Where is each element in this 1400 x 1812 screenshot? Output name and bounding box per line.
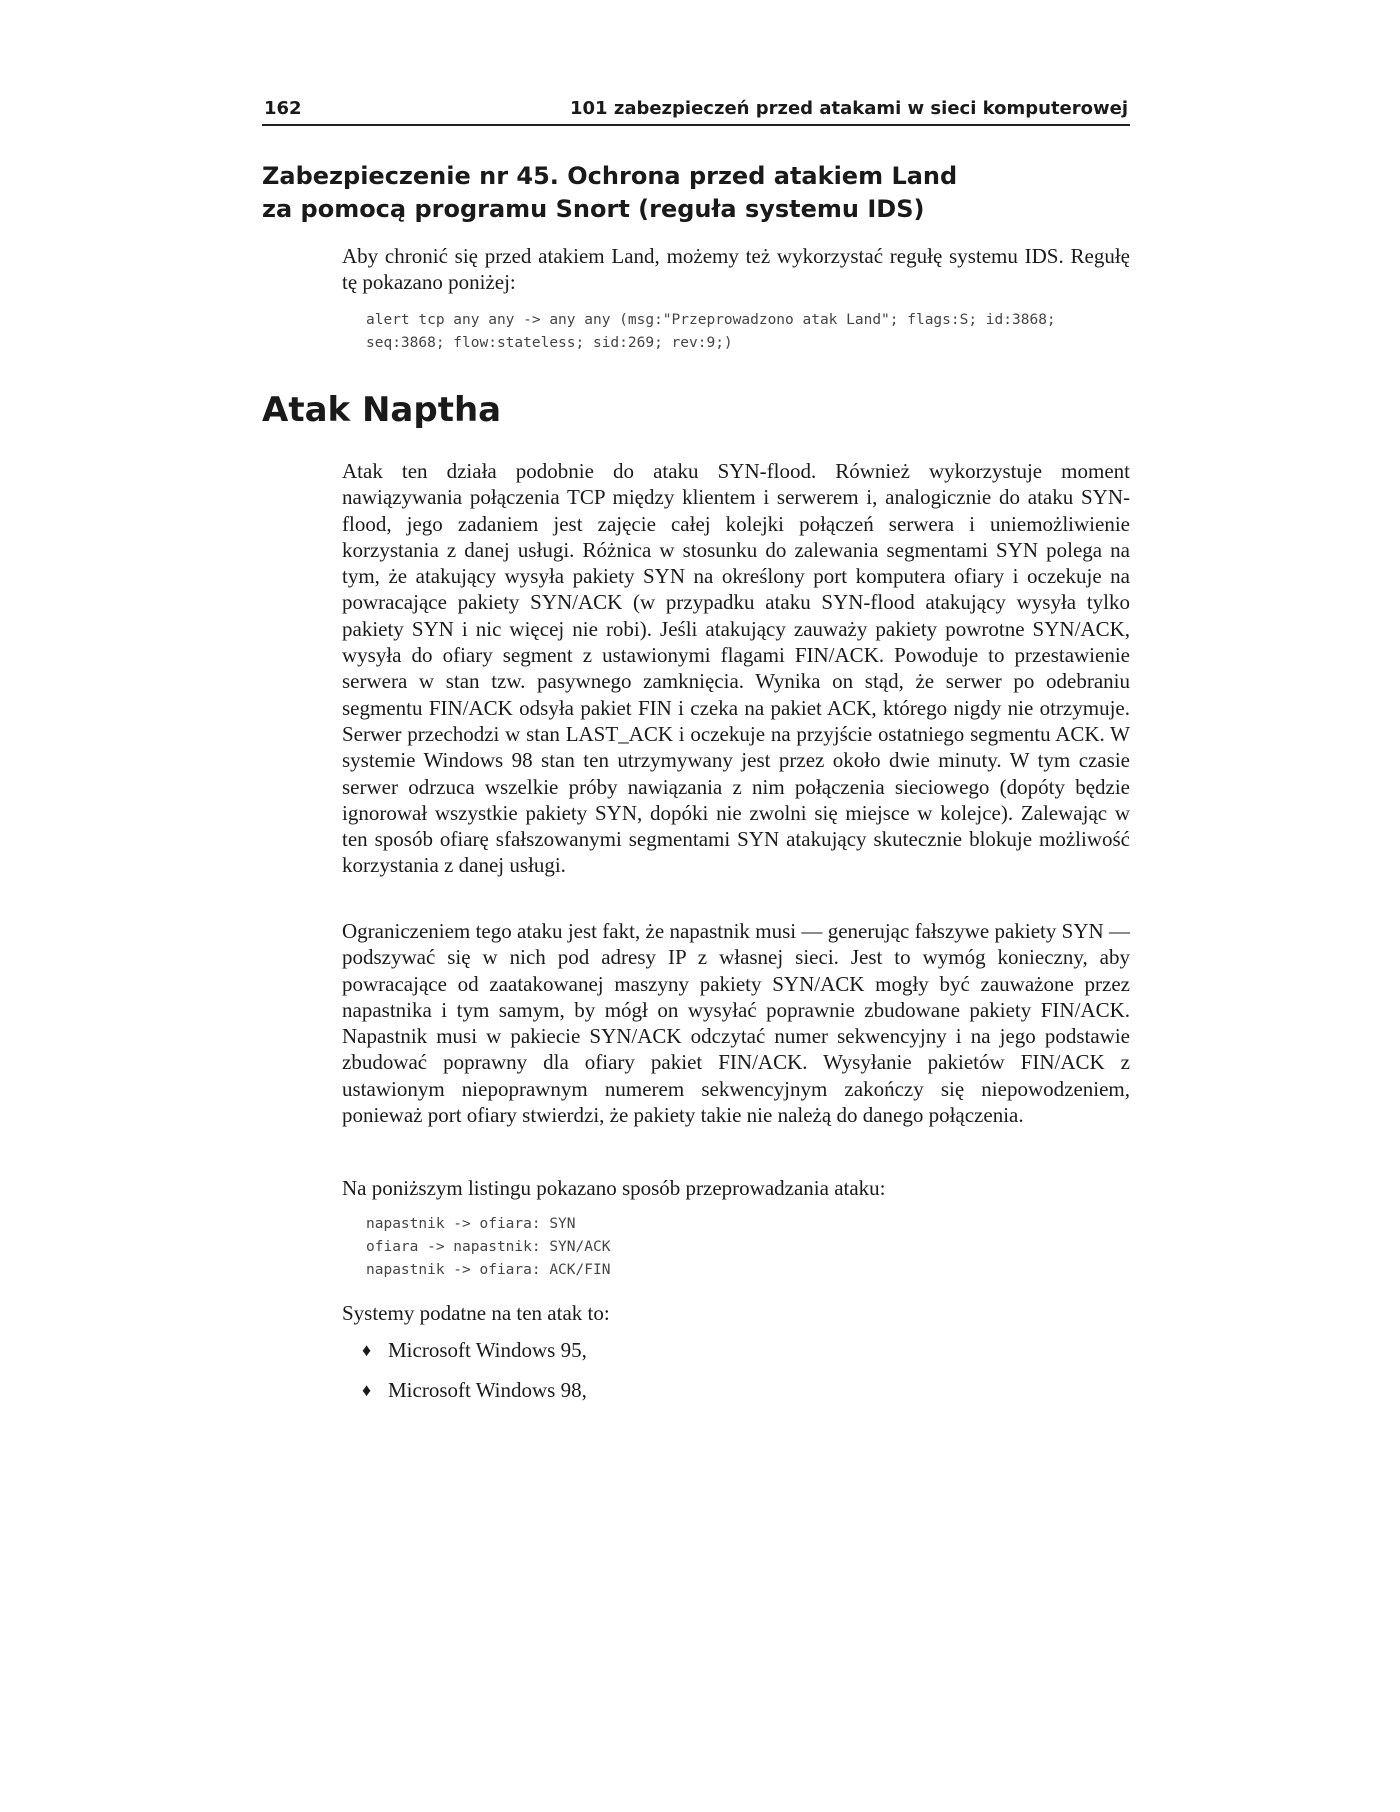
list-item-text: Microsoft Windows 95, [388, 1338, 587, 1362]
book-title: 101 zabezpieczeń przed atakami w sieci komputerowej [570, 98, 1128, 119]
code-line: alert tcp any any -> any any (msg:"Przeprowadzono atak Land"; flags:S; id:3868; [366, 312, 1056, 328]
ids-rule-code [366, 309, 1056, 355]
vulnerable-systems-list [362, 1337, 587, 1417]
listing-line: ofiara -> napastnik: SYN/ACK [366, 1239, 611, 1255]
diamond-bullet-icon: ♦ [362, 1340, 372, 1360]
section-intro-paragraph: Aby chronić się przed atakiem Land, możemy też wykorzystać regułę systemu IDS. Regułę tę pokazano poniżej: [342, 244, 1130, 295]
section-heading [262, 160, 962, 226]
listing-line: napastnik -> ofiara: ACK/FIN [366, 1262, 611, 1278]
list-item-text: Microsoft Windows 98, [388, 1378, 587, 1402]
list-item [362, 1377, 587, 1417]
running-header [262, 96, 1130, 126]
code-line: seq:3868; flow:stateless; sid:269; rev:9;) [366, 335, 733, 351]
paragraph-naptha-limitations: Ograniczeniem tego ataku jest fakt, że napastnik musi — generując fałszywe pakiety SYN — podszywać się w nich pod adresy IP z własnej sieci. Jest to wymóg konieczny, aby powracające od zaatakowanej maszyny pakiety SYN/ACK mogły być zauważone przez napastnika i tym samym, by mógł on wysyłać poprawnie zbudowane pakiety FIN/ACK. Napastnik musi w pakiecie SYN/ACK odczytać numer sekwencyjny i na jego podstawie zbudować poprawny dla ofiary pakiet FIN/ACK. Wysyłanie pakietów FIN/ACK z ustawionym niepoprawnym numerem sekwencyjnym zakończy się niepowodzeniem, ponieważ port ofiary stwierdzi, że pakiety takie nie należą do danego połączenia. [342, 919, 1130, 1128]
section-heading-line-2: za pomocą programu Snort (reguła systemu IDS) [262, 195, 925, 223]
paragraph-naptha-description: Atak ten działa podobnie do ataku SYN-flood. Również wykorzystuje moment nawiązywania połączenia TCP między klientem i serwerem i, analogicznie do ataku SYN-flood, jego zadaniem jest zajęcie całej kolejki połączeń serwera i uniemożliwienie korzystania z danej usługi. Różnica w stosunku do zalewania segmentami SYN polega na tym, że atakujący wysyła pakiety SYN na określony port komputera ofiary i oczekuje na powracające pakiety SYN/ACK (w przypadku ataku SYN-flood atakujący wysyła tylko pakiety SYN i nic więcej nie robi). Jeśli atakujący zauważy pakiety powrotne SYN/ACK, wysyła do ofiary segment z ustawionymi flagami FIN/ACK. Powoduje to przestawienie serwera w stan tzw. pasywnego zamknięcia. Wynika on stąd, że serwer po odebraniu segmentu FIN/ACK odsyła pakiet FIN i czeka na pakiet ACK, którego nigdy nie otrzymuje. Serwer przechodzi w stan LAST_ACK i oczekuje na przyjście ostatniego segmentu ACK. W systemie Windows 98 stan ten utrzymywany jest przez około dwie minuty. W tym czasie serwer odrzuca wszelkie próby nawiązania z nim połączenia sieciowego (dopóty będzie ignorował wszystkie pakiety SYN, dopóki nie zwolni się miejsce w kolejce). Zalewając w ten sposób ofiarę sfałszowanymi segmentami SYN atakujący skutecznie blokuje możliwość korzystania z danej usługi. [342, 459, 1130, 878]
listing-line: napastnik -> ofiara: SYN [366, 1216, 576, 1232]
attack-listing-code [366, 1213, 610, 1282]
list-item [362, 1337, 587, 1377]
section-heading-line-1: Zabezpieczenie nr 45. Ochrona przed atakiem Land [262, 162, 958, 190]
page-number: 162 [264, 98, 302, 119]
chapter-heading: Atak Naptha [262, 390, 502, 430]
diamond-bullet-icon: ♦ [362, 1380, 372, 1400]
listing-intro: Na poniższym listingu pokazano sposób przeprowadzania ataku: [342, 1176, 886, 1200]
systems-intro: Systemy podatne na ten atak to: [342, 1301, 610, 1325]
